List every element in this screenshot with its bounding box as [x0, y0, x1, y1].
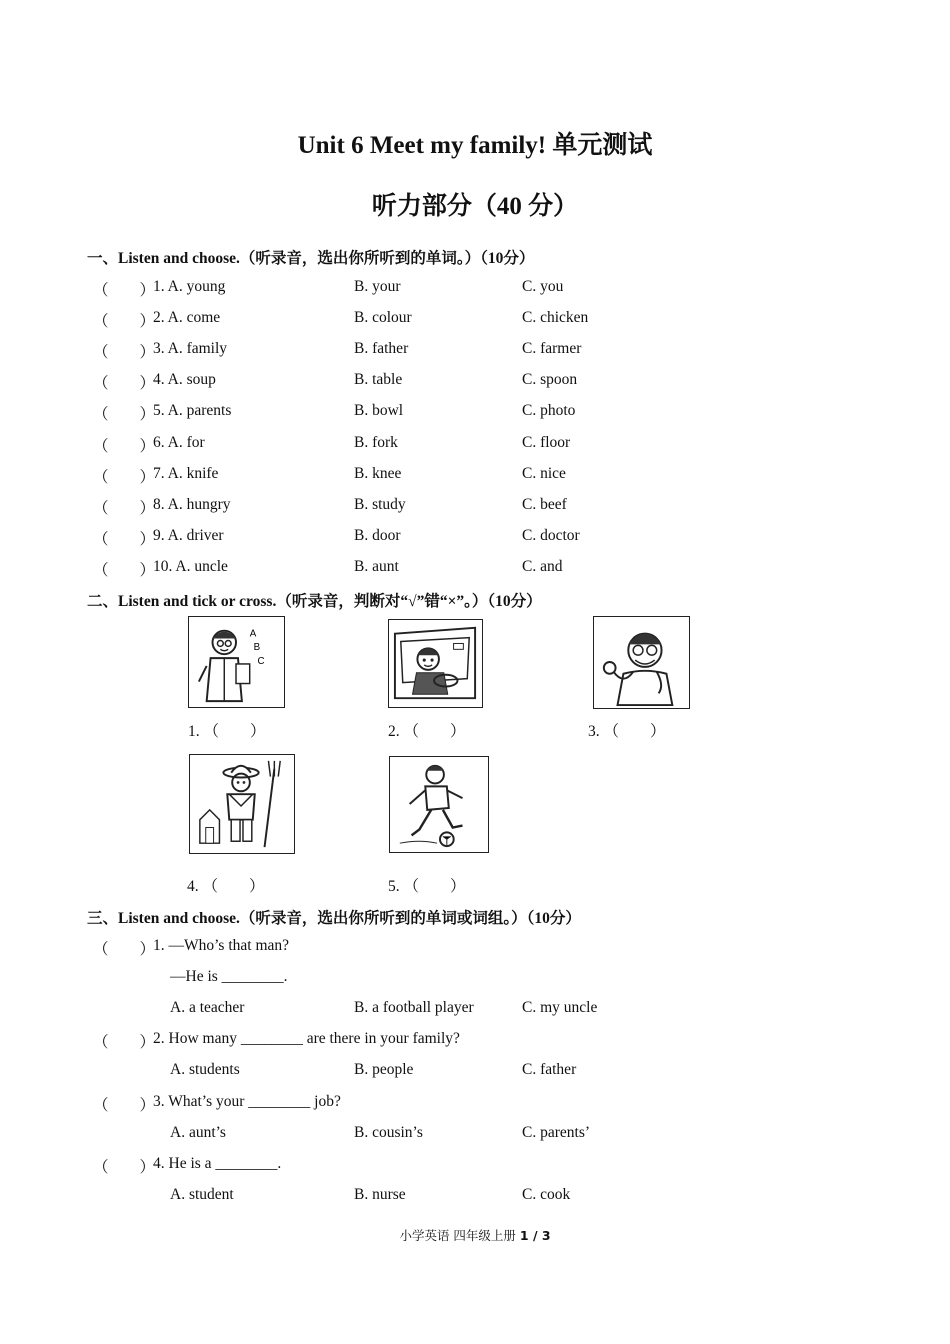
driver-icon — [389, 620, 482, 707]
option-a: A. students — [170, 1061, 240, 1078]
question-row — [0, 278, 950, 300]
option-c: C. my uncle — [522, 999, 598, 1016]
answer-blank[interactable]: （ ） — [93, 499, 156, 517]
option-b: B. study — [354, 495, 406, 513]
page-number: 1 / 3 — [519, 1228, 551, 1243]
question-row — [0, 558, 950, 580]
answer-blank[interactable]: （ ） — [93, 344, 156, 362]
option-b: B. nurse — [354, 1186, 406, 1203]
question-text: 2. How many ________ are there in your family? — [153, 1030, 460, 1047]
option-b: B. people — [354, 1061, 414, 1078]
option-b: B. your — [354, 278, 401, 295]
option-c: C. photo — [522, 402, 576, 420]
page-footer — [0, 1226, 950, 1244]
s3-q1-options — [0, 999, 950, 1021]
section3-heading: 三、Listen and choose.（听录音，选出你所听到的单词或词组。）（10分） — [87, 910, 581, 927]
question-row — [0, 309, 950, 331]
board-letter-b: B — [253, 642, 261, 654]
option-b: B. aunt — [354, 557, 399, 575]
answer-blank[interactable]: （ ） — [93, 468, 156, 486]
option-a: 10. A. uncle — [153, 557, 228, 575]
picture3-caption: 3. （ ） — [588, 723, 666, 740]
farmer-picture — [189, 754, 295, 854]
option-c: C. doctor — [522, 526, 580, 544]
question-row — [0, 496, 950, 518]
option-b: B. knee — [354, 464, 402, 482]
answer-blank[interactable]: （ ） — [93, 1159, 156, 1176]
page-subtitle: 听力部分（40 分） — [371, 193, 579, 220]
option-c: C. nice — [522, 464, 566, 482]
s3-q3-options — [0, 1124, 950, 1146]
option-c: C. farmer — [522, 340, 582, 358]
s3-q1-line2 — [0, 968, 950, 990]
option-a: 5. A. parents — [153, 402, 232, 420]
option-a: 1. A. young — [153, 278, 226, 295]
question-row — [0, 371, 950, 393]
answer-blank[interactable]: （ ） — [93, 282, 156, 299]
picture4-caption: 4. （ ） — [187, 878, 265, 895]
section1-heading: 一、Listen and choose.（听录音，选出你所听到的单词。）（10分） — [87, 250, 535, 267]
option-a: A. student — [170, 1186, 234, 1203]
option-b: B. cousin’s — [354, 1124, 423, 1141]
option-c: C. floor — [522, 433, 571, 451]
option-c: C. you — [522, 278, 564, 295]
answer-blank[interactable]: （ ） — [93, 941, 156, 958]
s3-q2-row — [0, 1030, 950, 1052]
question-row — [0, 465, 950, 487]
answer-blank[interactable]: （ ） — [93, 1034, 156, 1051]
doctor-picture — [593, 616, 690, 709]
option-c: C. parents’ — [522, 1124, 591, 1141]
teacher-picture — [188, 616, 285, 708]
s3-q4-row — [0, 1155, 950, 1177]
answer-blank[interactable]: （ ） — [93, 375, 156, 393]
doctor-icon — [594, 617, 689, 708]
s3-q2-options — [0, 1061, 950, 1083]
option-c: C. beef — [522, 495, 567, 513]
option-b: B. father — [354, 340, 409, 358]
picture1-caption: 1. （ ） — [188, 723, 266, 740]
answer-blank[interactable]: （ ） — [93, 406, 156, 424]
option-a: 8. A. hungry — [153, 495, 231, 513]
board-letter-a: A — [249, 628, 257, 640]
option-b: B. fork — [354, 433, 398, 451]
question-text: 4. He is a ________. — [153, 1155, 282, 1172]
question-text: 3. What’s your ________ job? — [153, 1093, 341, 1110]
option-c: C. and — [522, 557, 563, 575]
picture2-caption: 2. （ ） — [388, 723, 466, 740]
option-c: C. father — [522, 1061, 577, 1078]
question-row — [0, 527, 950, 549]
driver-picture — [388, 619, 483, 708]
option-a: 2. A. come — [153, 309, 221, 327]
option-a: 3. A. family — [153, 340, 228, 358]
option-a: 6. A. for — [153, 433, 205, 451]
option-b: B. table — [354, 371, 403, 389]
option-c: C. spoon — [522, 371, 578, 389]
board-letter-c: C — [257, 655, 265, 667]
football-player-picture — [389, 756, 489, 853]
option-c: C. chicken — [522, 309, 589, 327]
farmer-icon — [190, 755, 294, 853]
footer-text: 小学英语 四年级上册 — [399, 1228, 520, 1243]
option-b: B. bowl — [354, 402, 404, 420]
option-a: A. a teacher — [170, 999, 245, 1016]
question-text: —He is ________. — [170, 968, 288, 985]
section2-heading: 二、Listen and tick or cross.（听录音，判断对“√”错“×”。）（10分） — [87, 593, 542, 610]
s3-q1-row — [0, 937, 950, 959]
option-c: C. cook — [522, 1186, 571, 1203]
page-title: Unit 6 Meet my family! 单元测试 — [297, 132, 653, 159]
question-row — [0, 402, 950, 424]
teacher-icon — [189, 617, 284, 707]
picture5-caption: 5. （ ） — [388, 878, 466, 895]
football-player-icon — [390, 757, 488, 852]
question-row — [0, 340, 950, 362]
option-b: B. door — [354, 526, 401, 544]
answer-blank[interactable]: （ ） — [93, 1097, 156, 1114]
answer-blank[interactable]: （ ） — [93, 437, 156, 455]
option-b: B. colour — [354, 309, 412, 327]
answer-blank[interactable]: （ ） — [93, 313, 156, 331]
option-a: 4. A. soup — [153, 371, 216, 389]
option-a: 9. A. driver — [153, 526, 224, 544]
option-b: B. a football player — [354, 999, 474, 1016]
option-a: 7. A. knife — [153, 464, 219, 482]
answer-blank[interactable]: （ ） — [93, 530, 156, 548]
answer-blank[interactable]: （ ） — [93, 561, 156, 579]
s3-q4-options — [0, 1186, 950, 1208]
option-a: A. aunt’s — [170, 1124, 226, 1141]
question-row — [0, 434, 950, 456]
question-text: 1. —Who’s that man? — [153, 937, 290, 954]
s3-q3-row — [0, 1093, 950, 1115]
